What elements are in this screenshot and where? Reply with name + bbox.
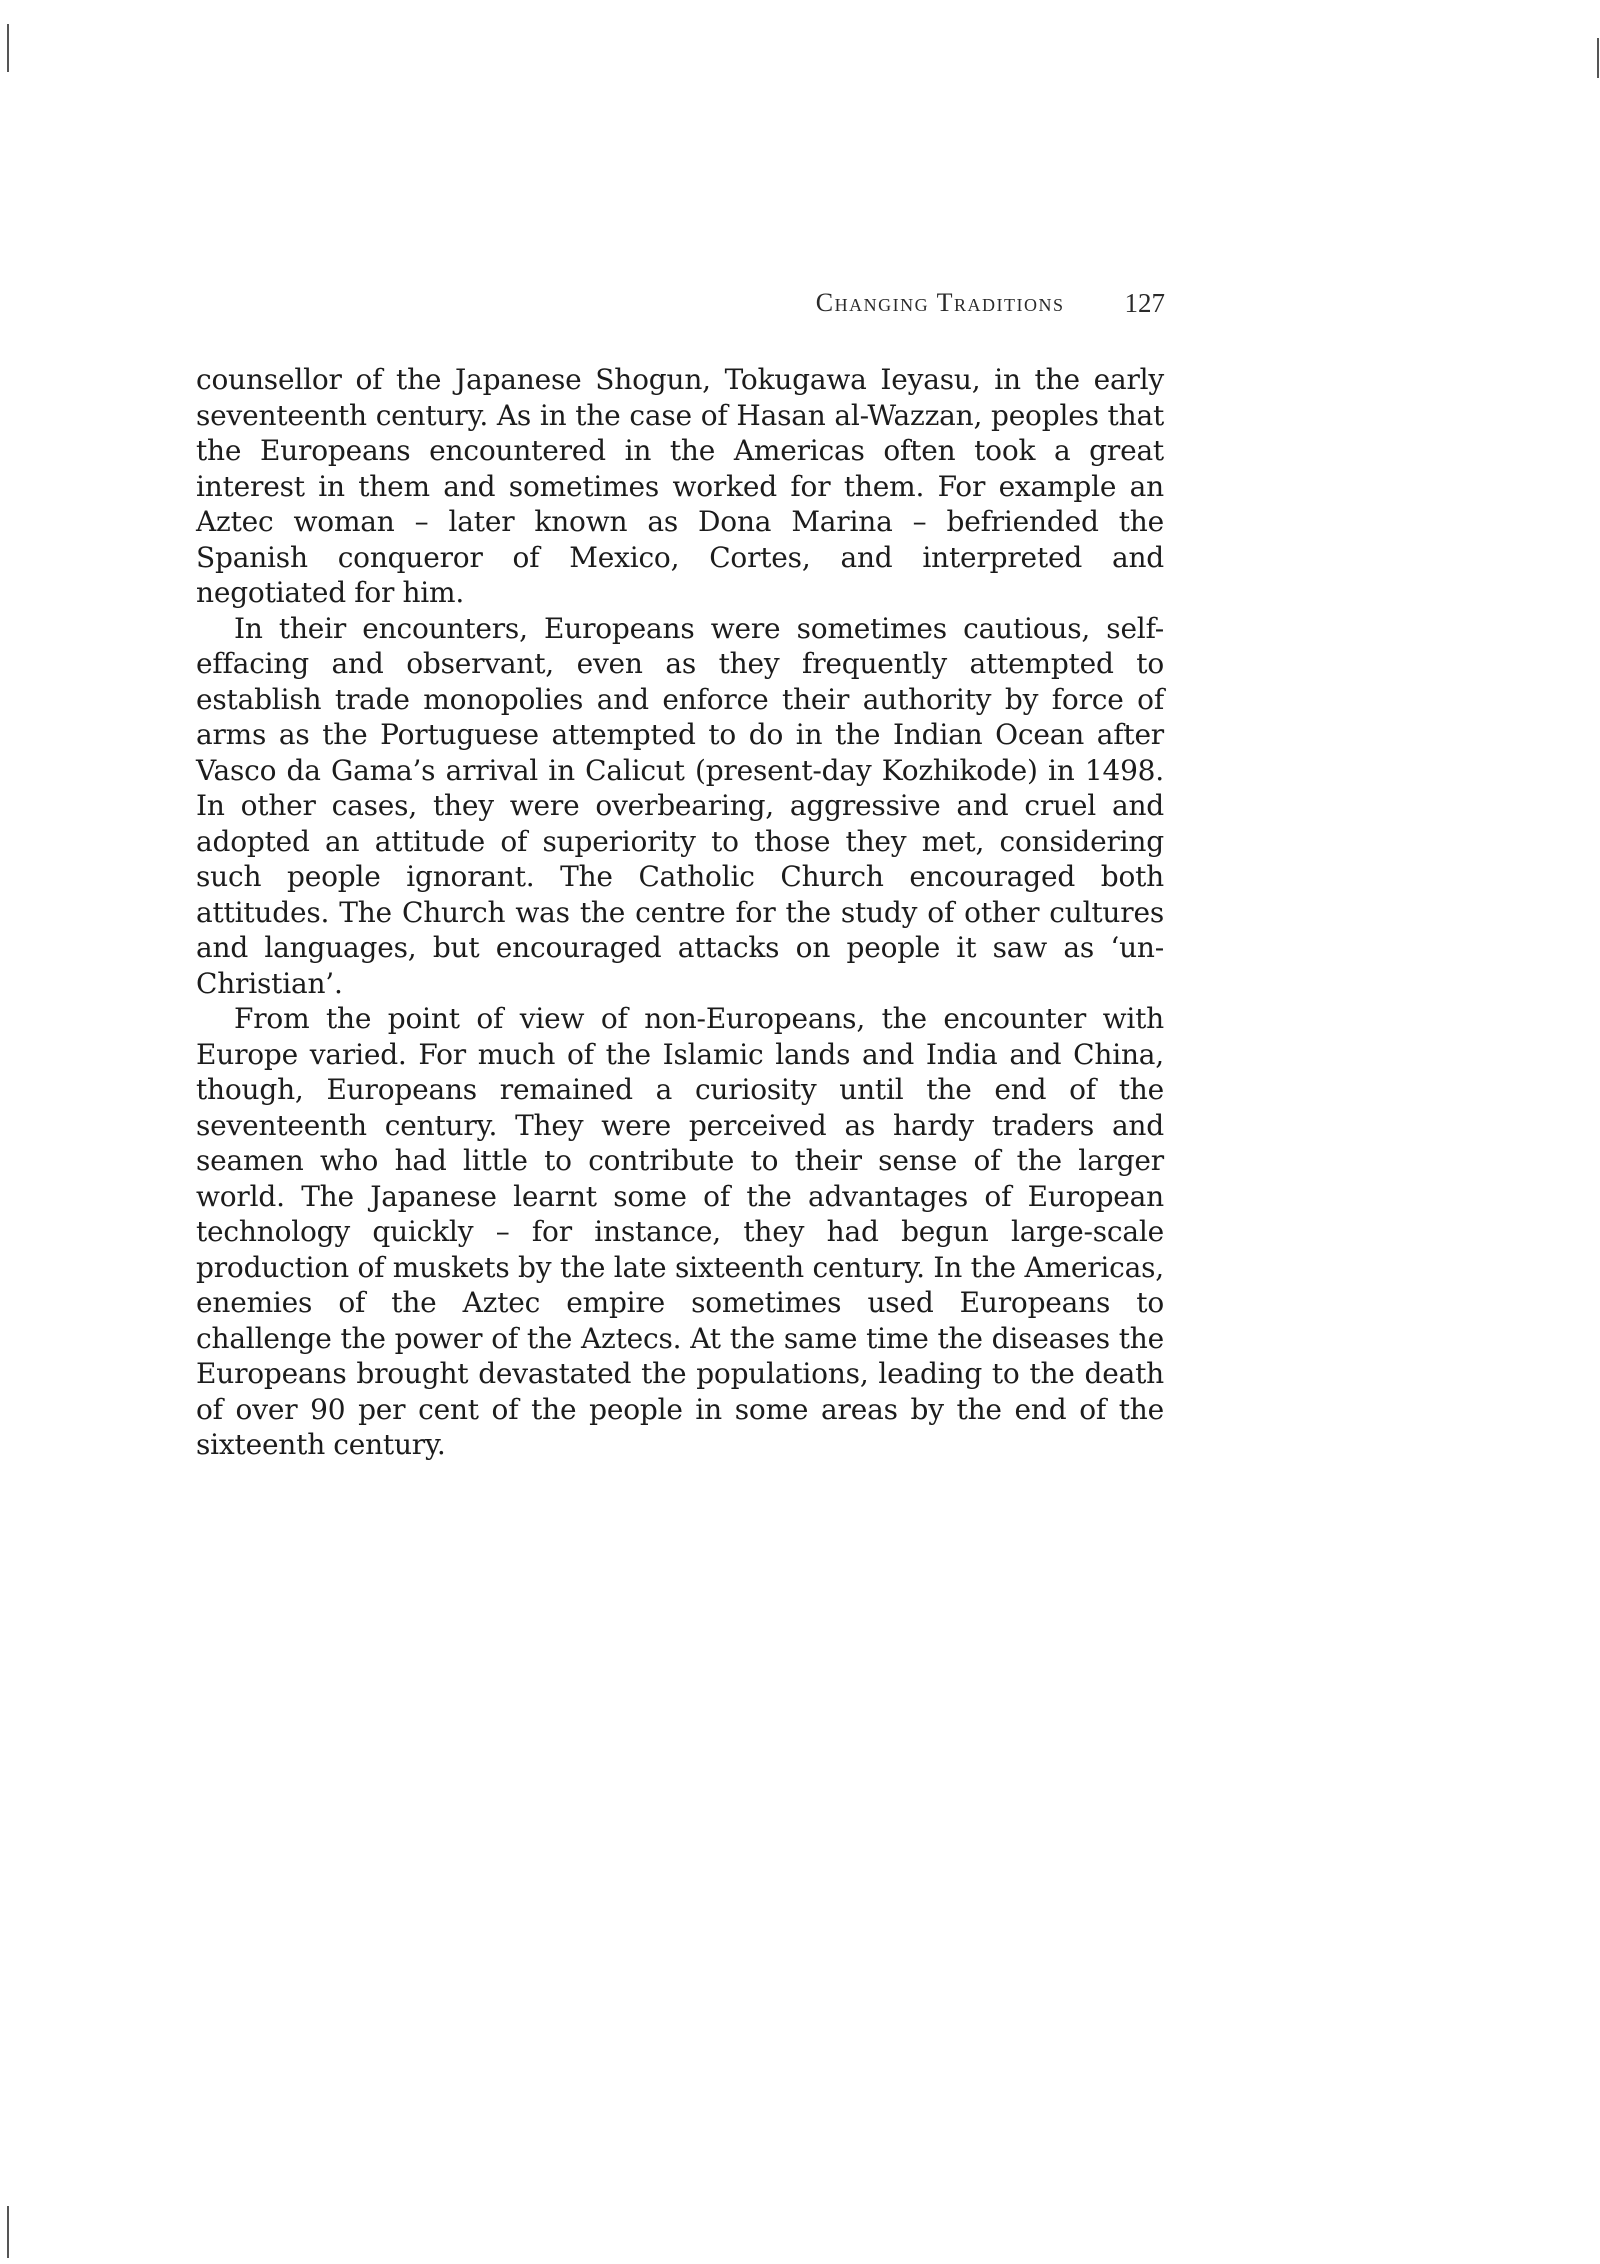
crop-mark-top-left [7, 24, 9, 72]
crop-mark-top-right [1597, 38, 1599, 78]
body-text [196, 362, 1164, 1463]
page-number: 127 [1124, 287, 1165, 318]
paragraph-2: In their encounters, Europeans were sometimes cautious, self-effacing and observant, even as they frequently attempted to establish trade monopolies and enforce their authority by force of arms as the Portuguese attempted to do in the Indian Ocean after Vasco da Gama’s arrival in Calicut (present-day Kozhikode) in 1498. In other cases, they were overbearing, aggressive and cruel and adopted an attitude of superiority to those they met, considering such people ignorant. The Catholic Church encouraged both attitudes. The Church was the centre for the study of other cultures and languages, but encouraged attacks on people it saw as ‘un-Christian’. [196, 611, 1164, 1000]
paragraph-1: counsellor of the Japanese Shogun, Tokugawa Ieyasu, in the early seventeenth century. As in the case of Hasan al-Wazzan, peoples that the Europeans encountered in the Americas often took a great interest in them and sometimes worked for them. For example an Aztec woman – later known as Dona Marina – befriended the Spanish conqueror of Mexico, Cortes, and interpreted and negotiated for him. [196, 363, 1164, 609]
paragraph-3: From the point of view of non-Europeans, the encounter with Europe varied. For much of the Islamic lands and India and China, though, Europeans remained a curiosity until the end of the seventeenth century. They were perceived as hardy traders and seamen who had little to contribute to their sense of the larger world. The Japanese learnt some of the advantages of European technology quickly – for instance, they had begun large-scale production of muskets by the late sixteenth century. In the Americas, enemies of the Aztec empire sometimes used Europeans to challenge the power of the Aztecs. At the same time the diseases the Europeans brought devastated the populations, leading to the death of over 90 per cent of the people in some areas by the end of the sixteenth century. [196, 1002, 1164, 1461]
section-title: Changing Traditions [815, 288, 1065, 317]
crop-mark-bottom-left [7, 2206, 9, 2258]
running-head [780, 283, 1165, 323]
